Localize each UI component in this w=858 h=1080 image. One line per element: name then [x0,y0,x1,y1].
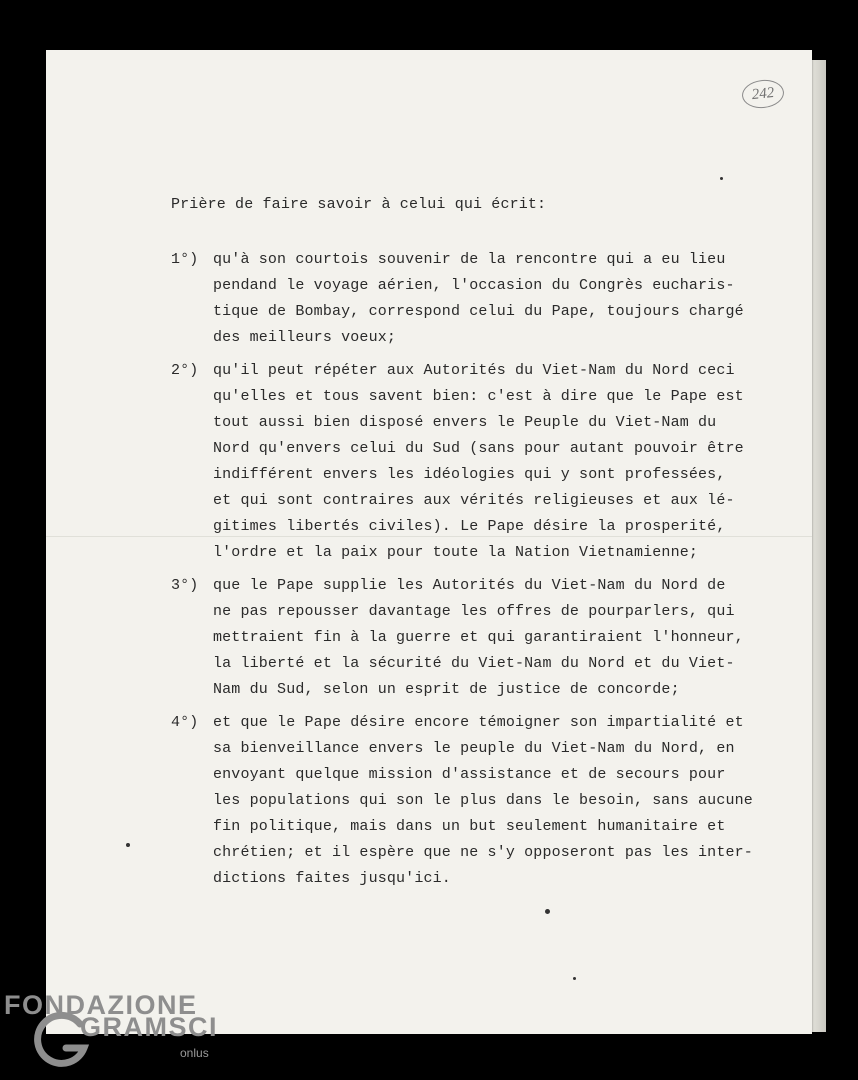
text-line: et que le Pape désire encore témoigner son impartialité et [213,714,744,731]
item-text [213,358,796,566]
numbered-item [171,710,796,892]
text-line: indifférent envers les idéologies qui y sont professées, [213,466,726,483]
watermark-line2: GRAMSCI [80,1012,218,1042]
numbered-item [171,573,796,703]
scan-speck [573,977,576,980]
text-line: qu'elles et tous savent bien: c'est à dire que le Pape est [213,388,744,405]
watermark-line3: onlus [180,1046,209,1060]
intro-line: Prière de faire savoir à celui qui écrit: [171,196,547,213]
text-line: Nord qu'envers celui du Sud (sans pour autant pouvoir être [213,440,744,457]
scan-speck [126,843,130,847]
text-line: pendand le voyage aérien, l'occasion du Congrès eucharis- [213,277,735,294]
numbered-item [171,358,796,566]
text-line: envoyant quelque mission d'assistance et de secours pour [213,766,726,783]
fondazione-gramsci-watermark [4,990,224,1074]
text-line: dictions faites jusqu'ici. [213,870,451,887]
page-number-stamp: 242 [741,78,786,110]
item-text [213,247,796,351]
item-text [213,710,796,892]
numbered-item [171,247,796,351]
text-line: tique de Bombay, correspond celui du Pape, toujours chargé [213,303,744,320]
item-number: 3°) [171,577,199,594]
scan-speck [720,177,723,180]
typed-letter-body [171,192,796,899]
scan-speck [545,909,550,914]
text-line: Nam du Sud, selon un esprit de justice de concorde; [213,681,680,698]
text-line: l'ordre et la paix pour toute la Nation Vietnamienne; [213,544,699,561]
text-line: tout aussi bien disposé envers le Peuple du Viet-Nam du [213,414,717,431]
text-line: chrétien; et il espère que ne s'y opposeront pas les inter- [213,844,753,861]
text-line: les populations qui son le plus dans le besoin, sans aucune [213,792,753,809]
item-number: 1°) [171,251,199,268]
numbered-items-list [171,247,796,892]
item-number: 4°) [171,714,199,731]
text-line: que le Pape supplie les Autorités du Viet-Nam du Nord de [213,577,726,594]
text-line: gitimes libertés civiles). Le Pape désire la prosperité, [213,518,726,535]
text-line: fin politique, mais dans un but seulement humanitaire et [213,818,726,835]
text-line: qu'à son courtois souvenir de la rencontre qui a eu lieu [213,251,726,268]
item-number: 2°) [171,362,199,379]
text-line: mettraient fin à la guerre et qui garantiraient l'honneur, [213,629,744,646]
text-line: qu'il peut répéter aux Autorités du Viet-Nam du Nord ceci [213,362,735,379]
watermark-line1: FONDAZIONE [4,990,198,1020]
text-line: la liberté et la sécurité du Viet-Nam du Nord et du Viet- [213,655,735,672]
text-line: et qui sont contraires aux vérités religieuses et aux lé- [213,492,735,509]
text-line: ne pas repousser davantage les offres de pourparlers, qui [213,603,735,620]
item-text [213,573,796,703]
text-line: sa bienveillance envers le peuple du Viet-Nam du Nord, en [213,740,735,757]
text-line: des meilleurs voeux; [213,329,397,346]
